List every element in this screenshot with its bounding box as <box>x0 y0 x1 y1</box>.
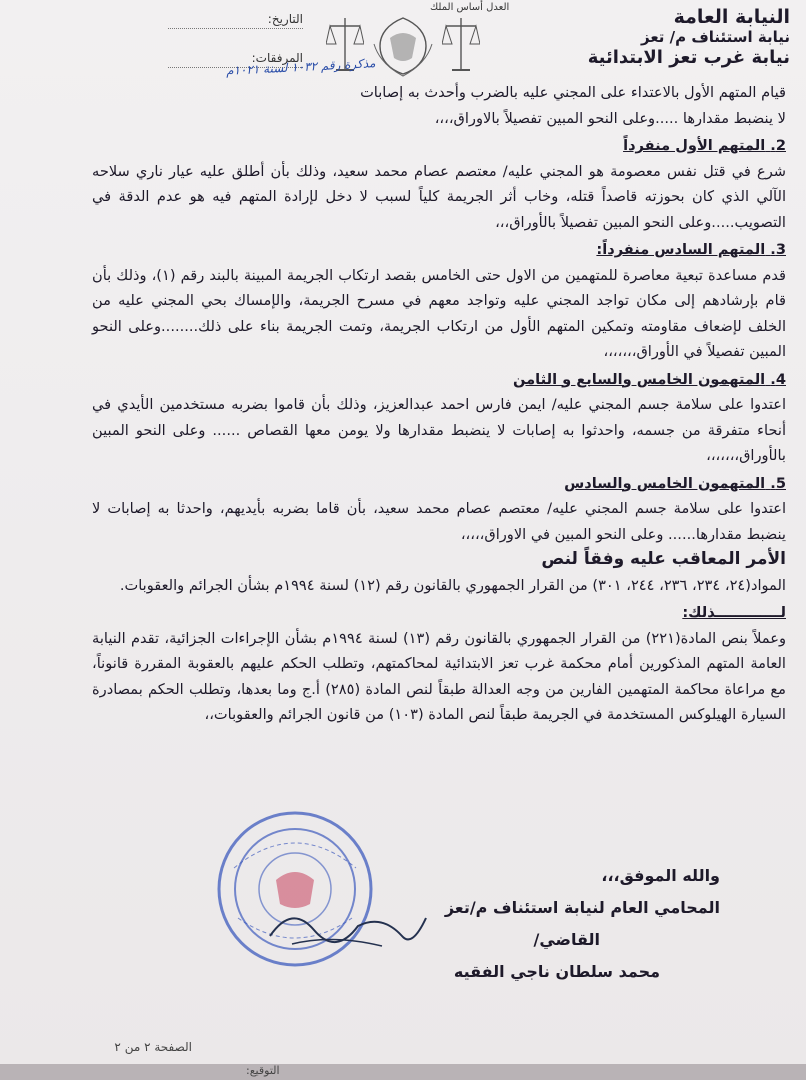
section-2-heading: 2. المتهم الأول منفرداً <box>623 137 786 154</box>
republic-emblem-icon <box>368 14 438 78</box>
penalty-text: المواد(٢٤، ٢٣٤، ٢٣٦، ٢٤٤، ٣٠١) من القرار الجمهوري بالقانون رقم (١٢) لسنة ١٩٩٤م بشأن الجرائم والعقوبات. <box>119 576 786 594</box>
authority-name: النيابة العامة <box>673 6 790 28</box>
judge-title: القاضي/ <box>533 930 600 949</box>
intro-line-2: لا ينضبط مقدارها .....وعلى النحو المبين تفصيلاً بالاوراق،،،، <box>434 109 786 127</box>
attachments-label: المرفقات: <box>251 51 303 65</box>
signatory-name: محمد سلطان ناجي الفقيه <box>453 962 660 981</box>
date-field <box>168 12 303 29</box>
letterhead-right <box>535 6 790 70</box>
document-body <box>92 80 786 728</box>
therefore-text: وعملاً بنص المادة(٢٢١) من القرار الجمهوري بالقانون رقم (١٣) لسنة ١٩٩٤م بشأن الإجراءات الجزائية، تقدم النيابة العامة المتهم المذكورين أمام محكمة غرب تعز الابتدائية لمحاكمتهم، وتطلب الحكم عليهم بالعقوبة المقررة قانوناً، مع مراعاة محاكمة المتهمين الفارين من وجه العدالة طبقاً لنص المادة (٢٨٥) أ.ج وما بعدها، وتطلب الحكم بمصادرة السيارة الهيلوكس المستخدمة في الجريمة طبقاً لنص المادة (١٠٣) من قانون الجرائم والعقوبات،، <box>92 629 787 723</box>
bottom-strip <box>0 1064 806 1080</box>
section-5-text: اعتدوا على سلامة جسم المجني عليه/ معتصم عصام محمد سعيد، بأن قاما بضربه بأيديهم، واحدثا به إصابات لا ينضبط مقدارها...... وعلى النحو المبين في الاوراق،،،،، <box>92 500 786 543</box>
section-3-heading: 3. المتهم السادس منفرداً: <box>596 241 786 258</box>
motto: العدل أساس الملك <box>430 2 510 13</box>
signature-block <box>160 860 720 988</box>
district-office-name: نيابة غرب تعز الابتدائية <box>587 47 790 68</box>
section-4-heading: 4. المتهمون الخامس والسابع و الثامن <box>512 370 786 388</box>
signatory-office: المحامي العام لنيابة استئناف م/تعز <box>444 898 720 917</box>
section-3-text: قدم مساعدة تبعية معاصرة للمتهمين من الاول حتى الخامس بقصد ارتكاب الجريمة المبينة بالبند رقم (١)، وذلك بأن قام بإرشادهم إلى مكان تواجد المجني عليه وتواجد معهم في مسرح الجريمة، والإمساك بحي المجني عليه من الخلف لإضعاف مقاومته وتمكين المتهم الأول من ارتكاب الجريمة، وتمت الجريمة بناء على ذلك........وعلى النحو المبين تفصيلاً في الأوراق،،،،،،، <box>92 266 786 360</box>
appeal-office-name: نيابة استئناف م/ تعز <box>640 28 790 46</box>
signature-label: التوقيع: <box>246 1064 280 1077</box>
handwritten-signature <box>262 896 432 956</box>
therefore-heading: لـــــــــــــذلك: <box>682 604 786 621</box>
penalty-heading: الأمر المعاقب عليه وفقاً لنص <box>541 549 786 569</box>
section-4-text: اعتدوا على سلامة جسم المجني عليه/ ايمن فارس احمد عبدالعزيز، وذلك بأن قاموا بضربه مستخدمين الأيدي في أنحاء متفرقة من جسمه، واحدثوا به إصابات لا ينضبط مقدارها ولا يومن معها القصاص ...... وعلى النحو المبين بالأوراق،،،،،،، <box>92 396 786 464</box>
scales-of-justice-icon <box>442 14 480 74</box>
section-5-heading: 5. المتهمون الخامس والسادس <box>564 474 786 492</box>
section-2-text: شرع في قتل نفس معصومة هو المجني عليه/ معتصم عصام محمد سعيد، وذلك بأن أطلق عليه عيار ناري سلاحه الآلي الذي كان بحوزته قاصداً قتله، وخاب أثر الجريمة كلياً لسبب لا دخل لإرادة المتهم فيه هو عدم الدقة في التصويب.....وعلى النحو المبين تفصيلاً بالأوراق،،، <box>92 162 786 231</box>
closing-phrase: والله الموفق،،، <box>601 866 720 885</box>
page-number: الصفحة ٢ من ٢ <box>114 1040 192 1054</box>
intro-line-1: قيام المتهم الأول بالاعتداء على المجني عليه بالضرب وأحدث به إصابات <box>360 84 786 101</box>
date-label: التاريخ: <box>267 12 303 26</box>
letterhead-fields <box>168 12 303 90</box>
page-footer <box>22 1040 192 1054</box>
handwritten-reference: مذكرة رقم ١٠٣٢ لسنة ١٠٢١م <box>225 56 376 78</box>
